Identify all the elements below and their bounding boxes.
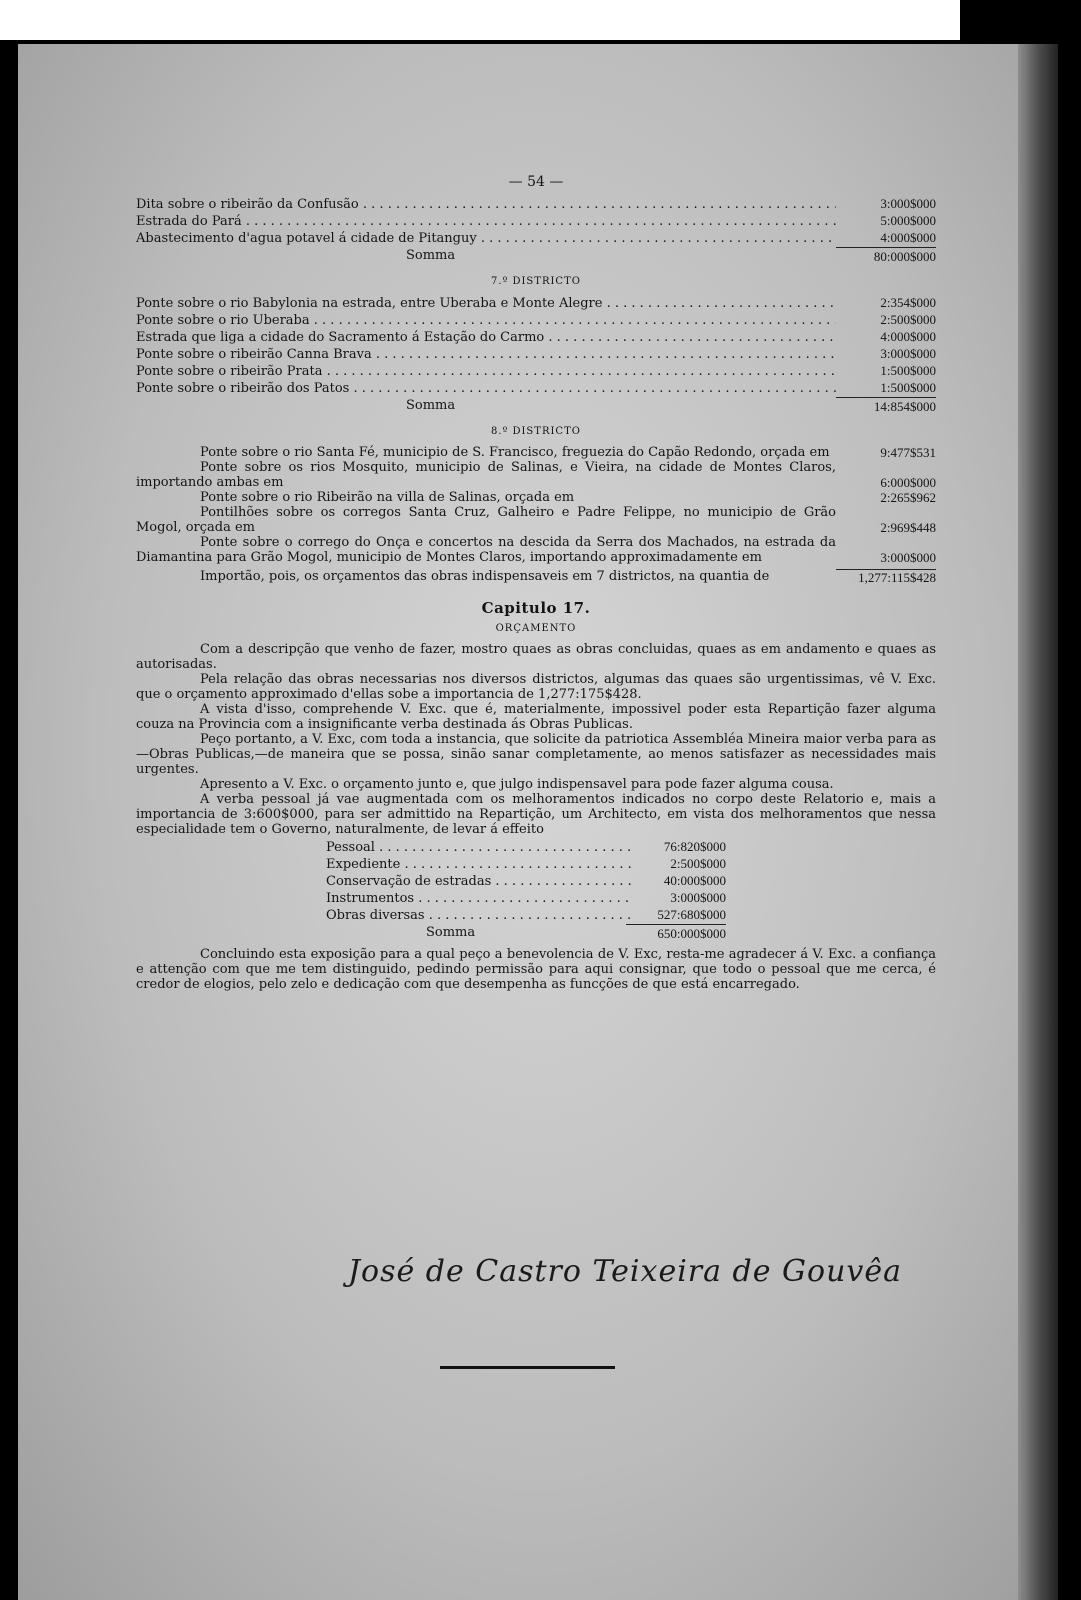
list-item [136, 363, 936, 380]
list-item [136, 490, 936, 505]
total-label: Somma [406, 398, 456, 413]
item-desc: Ponte sobre o rio Ribeirão na villa de Salinas, orçada em [200, 490, 575, 505]
list-item [136, 460, 936, 490]
item-amount: 3:000$000 [880, 196, 936, 211]
item-amount: 2:969$448 [880, 520, 936, 535]
district-8-heading: 8.º DISTRICTO [491, 426, 581, 437]
chapter-subtitle: ORÇAMENTO [495, 623, 577, 634]
document-page [18, 44, 1058, 1600]
list-item [136, 535, 936, 565]
list-item [136, 505, 936, 535]
page-edge-shadow [1018, 44, 1058, 1600]
paragraph: A vista d'isso, comprehende V. Exc. que é, materialmente, impossivel poder esta Repartição fazer alguma couza na Provincia com a insignificante verba destinada ás Obras Publicas. [136, 702, 936, 732]
signature: José de Castro Teixeira de Gouvêa [348, 1254, 902, 1289]
item-desc: Ponte sobre o ribeirão Canna Brava . . . [136, 347, 836, 363]
budget-row [326, 890, 726, 907]
item-amount: 3:000$000 [880, 550, 936, 565]
chapter-title: Capitulo 17. [481, 599, 591, 617]
section-8-list [136, 445, 936, 585]
budget-label: Expediente . . . [326, 857, 631, 873]
grand-total-text: Importão, pois, os orçamentos das obras indispensaveis em 7 districtos, na quantia de [200, 569, 770, 584]
list-item [136, 295, 936, 312]
item-amount: 1:500$000 [880, 380, 936, 395]
list-item [136, 196, 936, 213]
item-desc: Ponte sobre os rios Mosquito, municipio de Salinas, e Vieira, na cidade de Montes Claros, importando ambas em [136, 460, 836, 490]
paragraph: Pela relação das obras necessarias nos diversos districtos, algumas das quaes são urgentissimas, vê V. Exc. que o orçamento approximado d'ellas sobe a importancia de 1,277:175$428. [136, 672, 936, 702]
grand-total-amount: 1,277:115$428 [836, 569, 936, 585]
budget-total-amount: 650:000$000 [626, 924, 726, 943]
paragraph: A verba pessoal já vae augmentada com os melhoramentos indicados no corpo deste Relatorio e, mais a importancia de 3:600$000, para ser admittido na Repartição, um Architecto, em vista dos melhoramentos que nessa especialidade tem o Governo, naturalmente, de levar á effeito [136, 792, 936, 837]
budget-label: Instrumentos . . . [326, 891, 631, 907]
item-desc: Ponte sobre o rio Babylonia na estrada, entre Uberaba e Monte Alegre . . . [136, 296, 836, 312]
item-amount: 1:500$000 [880, 363, 936, 378]
list-item [136, 312, 936, 329]
item-desc: Dita sobre o ribeirão da Confusão . . . [136, 197, 836, 213]
total-amount: 14:854$000 [836, 397, 936, 416]
section-6-list [136, 196, 936, 266]
budget-amount: 3:000$000 [670, 890, 726, 905]
section-total [136, 247, 936, 266]
item-desc: Ponte sobre o rio Uberaba . . . [136, 313, 836, 329]
total-amount: 80:000$000 [836, 247, 936, 266]
list-item [136, 445, 936, 460]
list-item [136, 213, 936, 230]
district-7-heading: 7.º DISTRICTO [491, 276, 581, 287]
paragraph: Com a descripção que venho de fazer, mostro quaes as obras concluidas, quaes as em andamento e quaes as autorisadas. [136, 642, 936, 672]
item-amount: 9:477$531 [880, 445, 936, 460]
budget-total-label: Somma [426, 925, 476, 940]
item-amount: 2:354$000 [880, 295, 936, 310]
closing-paragraph: Concluindo esta exposição para a qual peço a benevolencia de V. Exc, resta-me agradecer á V. Exc. a confiança e attenção com que me tem distinguido, pedindo permissão para aqui consignar, que todo o pessoal que me cerca, é credor de elogios, pelo zelo e dedicação com que desempenha as funcções de que está encarregado. [136, 947, 936, 992]
paragraph: Peço portanto, a V. Exc, com toda a instancia, que solicite da patriotica Assembléa Mineira maior verba para as—Obras Publicas,—de maneira que se possa, sinão sanar completamente, ao menos satisfazer as necessidades mais urgentes. [136, 732, 936, 777]
item-desc: Abastecimento d'agua potavel á cidade de Pitanguy . . . [136, 231, 836, 247]
budget-row [326, 839, 726, 856]
item-amount: 2:500$000 [880, 312, 936, 327]
item-amount: 3:000$000 [880, 346, 936, 361]
item-amount: 6:000$000 [880, 475, 936, 490]
item-desc: Estrada que liga a cidade do Sacramento á Estação do Carmo . . . [136, 330, 836, 346]
item-amount: 5:000$000 [880, 213, 936, 228]
list-item [136, 380, 936, 397]
budget-label: Pessoal . . . [326, 840, 631, 856]
budget-label: Obras diversas . . . [326, 908, 631, 924]
budget-amount: 40:000$000 [663, 873, 726, 888]
item-desc: Estrada do Pará . . . [136, 214, 836, 230]
budget-row [326, 856, 726, 873]
budget-total [326, 924, 726, 943]
item-desc: Pontilhões sobre os corregos Santa Cruz, Galheiro e Padre Felippe, no municipio de Grão Mogol, orçada em [136, 505, 836, 535]
item-amount: 4:000$000 [880, 329, 936, 344]
list-item [136, 230, 936, 247]
budget-row [326, 907, 726, 924]
item-desc: Ponte sobre o rio Santa Fé, municipio de S. Francisco, freguezia do Capão Redondo, orçada em [200, 445, 830, 460]
budget-row [326, 873, 726, 890]
section-total [136, 397, 936, 416]
budget-amount: 76:820$000 [663, 839, 726, 854]
page-number: — 54 — [508, 174, 564, 190]
grand-total-row [136, 569, 936, 585]
budget-table [326, 839, 726, 943]
item-desc: Ponte sobre o ribeirão dos Patos . . . [136, 381, 836, 397]
budget-label: Conservação de estradas . . . [326, 874, 631, 890]
item-amount: 2:265$962 [880, 490, 936, 505]
list-item [136, 346, 936, 363]
paragraph: Apresento a V. Exc. o orçamento junto e, que julgo indispensavel para pode fazer alguma cousa. [200, 777, 834, 792]
section-7-list [136, 295, 936, 416]
budget-amount: 527:680$000 [657, 907, 726, 922]
page-content [136, 174, 936, 992]
budget-amount: 2:500$000 [670, 856, 726, 871]
item-amount: 4:000$000 [880, 230, 936, 245]
item-desc: Ponte sobre o ribeirão Prata . . . [136, 364, 836, 380]
item-desc: Ponte sobre o corrego do Onça e concertos na descida da Serra dos Machados, na estrada da Diamantina para Grão Mogol, municipio de Montes Claros, importando approximadamente em [136, 535, 836, 565]
end-rule [440, 1366, 615, 1369]
scan-top-margin [0, 0, 960, 40]
total-label: Somma [406, 248, 456, 263]
list-item [136, 329, 936, 346]
